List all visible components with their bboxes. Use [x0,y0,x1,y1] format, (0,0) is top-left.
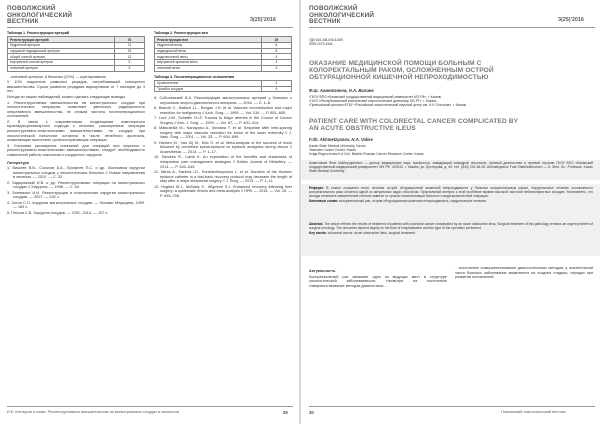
left-column-2 [154,31,292,199]
page-number: 30 [309,410,314,415]
abstract-label: Abstract. [309,222,324,226]
table-cell: 19 [114,48,144,54]
footer-rule [7,406,293,407]
table-cell: Кровотечение [155,80,262,86]
table-cell: 3 [261,65,291,71]
abstract-en [309,222,593,235]
table-cell: общей сонной артерии [8,54,115,60]
abstract-ru [309,186,593,203]
article-meta [309,38,343,46]
article-title-en: PATIENT CARE WITH COLORECTAL CANCER COMPLICATED BY AN ACUTE OBSTRUCTIVE ILEUS [309,118,519,133]
keywords-text: colorectal cancer, acute obstructive ileus, surgical treatment. [327,231,416,236]
abstract-label: Реферат. [309,186,324,190]
right-column-2 [455,266,593,281]
table-cell: 5 [261,86,291,92]
issn: ISSN 2073-4344 [309,42,333,46]
references-heading: Литература [7,160,29,165]
affiliation: ³Приволжский филиал ФГБУ «Российский онкологический научный центр им. Н.Н. Блохина», г. Казань [309,103,467,108]
table-cell: подвздошной вены [155,48,262,54]
journal-name-line: ОНКОЛОГИЧЕСКИЙ [7,11,73,19]
affiliation: ²ГАУЗ «Республиканский клинический онкологический диспансер МЗ РТ», г. Казань [309,99,437,104]
reference-item: 9. Hansen M., Van Gij M., Kilic S. et al. Meta-analysis of the success of block followed by combined spinal-epidural vs epidural analgesia during labour // Anaesthesia. — 2014. — P. 1–17. [154,140,292,155]
abstract-text: The article reflects the results of treatment of patients with colorectal cancer complicated by an acute obstructive ileus. Surgical treatment of this pathology remains an urgent problem of surgical oncology. The outcomes depend largely on the time of hospitalisation and the type of the operation performed. [309,222,593,231]
header-rule [309,27,595,28]
journal-name [309,6,374,26]
page-footer: Поволжский онкологический вестник [501,410,566,414]
body-text: У 10% пациентов развился рецидив, потребовавший повторного вмешательства. Сроки развития рецидива варьировали от 7 месяцев до 3 лет. [7,80,145,94]
reference-item: 6. Bianchi C., Ballard J.L., Bergan J.H. et al. Vascular reconstruction and major resection for malignancy // Arch. Surg. — 1999. — Vol. 134. — P. 851–855. [154,106,292,115]
left-page [0,0,299,424]
reference-item: 10. Sandres R., Lamb K. An exploration of the benefits and drawbacks of intrapartum pain management strategies // British Journal of Midwifery. — 2014. — P. 642–649. [154,155,292,169]
right-page [301,0,600,424]
table2-caption: Таблица 2. Реконструкция вен [154,31,208,35]
conclusion-point: 1. Реконструктивные вмешательства на магистральных сосудах при онкологических операциях позволяют увеличить радикальность оперативного вмешательства, не снижая частоты послеоперационных осложнений. [7,100,145,119]
table-cell: 76 [114,37,144,43]
table-arteries [7,36,145,71]
section-heading: Актуальность. [309,269,337,273]
table-cell: внутренней сонной артерии [8,60,115,66]
table-cell: 6 [261,43,291,49]
table-cell: 8 [261,48,291,54]
reference-item: 5. Петров С.В. Хирургия сосудов. — СПб., 2014. — 107 с. [7,210,109,215]
journal-name-line: ПОВОЛЖСКИЙ [309,5,358,12]
affiliations-ru [309,95,589,107]
body-text: …постоянное совершенствование диагностических методов, у значительной части больных заболевание выявляется на поздних стадиях, нередко при развитии осложнений. [455,266,593,280]
reference-item: 7. Lord J.W., Schettin Ch.F. Trauma to Major arteries in the Course of Cancer Surgery // Ann. J. Surg. — 1999. — Vol. 87. — P. 400–414. [154,116,292,125]
journal-name-line: ПОВОЛЖСКИЙ [7,5,56,12]
table-row [155,65,292,71]
authors-ru: Ф.Ш. Ахметзянов, Н.А. Валиев [309,88,374,93]
table-cell: подключичной вены [155,54,262,60]
keywords-label: Ключевые слова: [309,199,338,204]
affiliation: Volga Region branch of N.N. Blokhin Russian Cancer Research Center, Kazan [309,152,424,157]
header-rule [7,27,293,28]
abstract-text: В статье отражены итоги лечения острой обтурационной кишечной непроходимости у больных колоректальным раком. Хирургическое лечение осложненного колоректального рака остается одной из актуальных задач онкологии. Пристальный интерес к этой проблеме вызван высокой частотой неблагоприятных исходов. Установлено, что исходы лечения в значительной степени зависят от сроков госпитализации больного и вида выполненной операции. [309,186,593,199]
keywords-text: колоректальный рак, острая обтурационная кишечная непроходимость, хирургическое лечение. [338,199,487,204]
table-cell: плечевой вены [155,65,262,71]
reference-item: 3. Затевахин И.И. Реконструкция и пластические хирургии магистральных сосудов. — 2007. — 232 с. [7,190,145,200]
issue-number: 3(25)'2016 [250,17,276,23]
reference-item: 5. Соболевский В.А. Реконструкция магистральных артерий у больных с опухолями опорно-двигательного аппарата. — 2016. — С. 1–8. [154,96,292,105]
reference-item: 8. Matsushita M., Nanayasu A., Ikezawa T. et al. Sequelae after limb-sparing surgery with major vascular resection for tumor of the lower extremity // J. Vasc. Surg. — 2001. — Vol. 33. — P. 694–699. [154,126,292,140]
table-row [8,65,145,71]
issue-number: 3(25)'2016 [558,17,584,23]
journal-name-line: ВЕСТНИК [7,18,39,26]
table-cell: Тромбоз сосудов [155,86,262,92]
table-cell: 5 [114,65,144,71]
table-cell: 9 [114,60,144,66]
affiliations-en [309,144,589,156]
authors-en: F.Sh. Akhmetzyanov, N.A. Valiev [309,137,373,142]
table-cell: 25 [261,37,291,43]
body-text: Исходя из наших наблюдений, можно сделать следующие выводы: [7,94,126,99]
reference-item: 12. Hughes M.J., McNally S., Wigmore S.J. Enhanced recovery following liver surgery: a systematic review and meta-analysis // HPB. — 2014. — Vol. 16. — P. 699–706. [154,184,292,198]
table-cell: 4 [261,80,291,86]
journal-name-line: ОНКОЛОГИЧЕСКИЙ [309,11,375,19]
table-veins [154,36,292,71]
table-cell: бедренной артерии [8,43,115,49]
correspondence-note: Ахметзянов Фоат Шайхутдинович — доктор медицинских наук, профессор, заведующий кафедрой онкологии, лучевой диагностики и лучевой терапии ГБОУ ВПО «Казанский государственный медицинский университет» МЗ РФ. 420012, г. Казань, ул. Бутлерова, д. 49, тел. (843) 202-36-05. Akhmetzyanov Foat Shaikhutdinovich — D. Med. Sc., Professor, Kazan State Medical University. [309,161,593,174]
affiliation: Tatarstan Cancer Center, Kazan [309,148,356,153]
keywords-label: Key words: [309,231,327,236]
table-cell: 21 [114,43,144,49]
page-footer: И.Е. Котляров и соавт. Реконструктивные вмешательства на магистральных сосудах в онкологии [7,410,179,414]
affiliation: ¹ГБОУ ВПО «Казанский государственный медицинский университет МЗ РФ», г. Казань [309,95,442,99]
table-cell: Реконструкция вен [155,37,262,43]
table-cell: 4 [261,54,291,60]
table3-caption: Таблица 3. Послеоперационные осложнения [154,74,235,79]
article-title-ru: ОКАЗАНИЕ МЕДИЦИНСКОЙ ПОМОЩИ БОЛЬНЫМ С КОЛОРЕКТАЛЬНЫМ РАКОМ, ОСЛОЖНЕННЫМ ОСТРОЙ ОБТУРАЦИОННОЙ КИШЕЧНОЙ НЕПРОХОДИМОСТЬЮ [309,60,494,82]
conclusion-point: 2. В связи с современными тенденциями комплексного мультидисциплинарного подхода к лечению, расширенные операции реконструктивно-пластическими вмешательствами на сосудах при онкологической патологии остаются в числе лечебного арсенала, позволяющие выполнять органосохраняющие операции. [7,119,145,143]
table-cell: Реконструкция артерий [8,37,115,43]
reference-item: 4. Зотов С.П. Хирургия магистральных сосудов. — Москва: Медицина, 1999. — 169 с. [7,200,145,210]
table-cell: 4 [261,60,291,66]
table-cell: бедренной вены [155,43,262,49]
affiliation: Kazan State Medical University, Kazan [309,144,366,148]
reference-item: 1. Вишнев В.В., Соколов А.А., Ерофеев П.С. и др. Экономика хирургии магистральных сосудов у онкологических больных // Новые направления в лечении. — 2010. — С. 32. [7,166,145,180]
table-complications [154,80,292,92]
footer-rule [309,406,595,407]
right-column-1 [309,266,447,289]
table-cell: наружной подвздошной артерии [8,48,115,54]
body-text: Колоректальный рак занимает одно из ведущих мест в структуре онкологической заболеваемости. Несмотря на постоянное совершенствование методов диагностики… [309,274,447,288]
conclusion-point: 3. Учитывая расширение показаний для операций при опухолях с реконструктивно-пластическими вмешательствами, следует необходимость совместной работы онкологов и сосудистых хирургов. [7,143,145,158]
left-column-1 [7,31,145,216]
table-cell: 12 [114,54,144,60]
table1-caption: Таблица 1. Реконструкция артерий [7,31,70,35]
udc-code: УДК 616.348-006.6-089 [309,38,343,42]
table-cell: плечевой артерии [8,65,115,71]
page-number: 29 [283,410,288,415]
reference-item: 2. Задорожный И.В. и др. Реконструктивные операции на магистральных сосудах // Хирургия. — 1998. — С. 64. [7,180,145,190]
journal-name [7,6,72,26]
body-text: …плечевой артерии, 8 больных (22%) — шунтирование. [7,74,107,79]
reference-item: 11. Nitras A., Kanitas I.D., Konstantinopoulos L. et al. Duration of the thoracic epidural catheter in a fast-track recovery protocol may decrease the length of stay after a major abdominal surgery // J. Surg. — 2013. — P. 1–11. [154,170,292,184]
table-cell: внутренней яремной вены [155,60,262,66]
table-row [155,86,292,92]
journal-name-line: ВЕСТНИК [309,18,341,26]
